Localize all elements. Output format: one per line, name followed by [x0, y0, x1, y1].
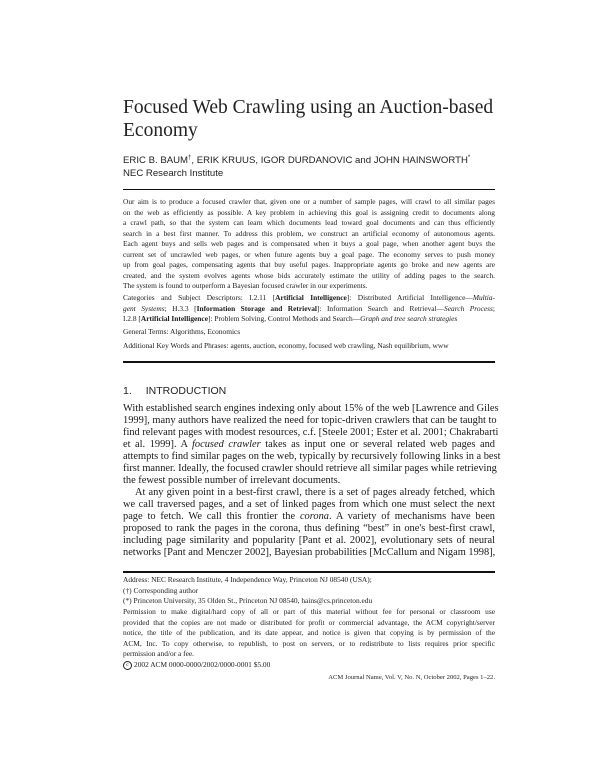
text-line: Permission to make digital/hard copy of all or part of this material without fee for personal or classroom use	[123, 607, 495, 616]
dagger-mark: †	[188, 155, 192, 161]
text-line: (†) Corresponding author	[123, 585, 199, 595]
text-line: notice, the title of the publication, and its date appear, and notice is given that copying is by permission of the	[123, 628, 495, 637]
text-segment: we call traversed pages, and a set of linked pages from which one must select the next	[123, 499, 495, 510]
copyright-icon: c	[123, 661, 132, 670]
intro-paragraph-2	[123, 487, 495, 559]
text-line: up from goal pages, compensating agents that buy useful pages. Inappropriate agents go broke and new agents are	[123, 260, 495, 269]
text-segment: ]: Problem Solving, Control Methods and Search—	[207, 314, 361, 323]
abstract-rule	[123, 361, 495, 363]
bold-text: Artificial Intelligence	[275, 293, 347, 302]
bold-text: Information Storage and Retrieval	[196, 303, 317, 313]
footnote-rule	[123, 571, 495, 573]
text-line	[123, 304, 495, 315]
text-segment: proposed to rank the pages in the corona, thus defining “best” in one's best-first crawl,	[123, 523, 495, 534]
title-line: Economy	[123, 120, 198, 141]
italic-text: gent Systems	[123, 303, 165, 313]
running-footer: ACM Journal Name, Vol. V, No. N, October 2002, Pages 1–22.	[328, 674, 495, 681]
author-first: ERIC B. BAUM	[123, 155, 189, 167]
italic-text: corona	[299, 511, 329, 522]
copyright-line	[123, 660, 495, 671]
text-segment: 1999], many authors have realized the need for topic-driven crawlers that can be taught to	[123, 415, 497, 426]
text-line: a crawl path, so that the system can learn which documents lead toward goal documents and can thus efficiently	[123, 218, 495, 227]
text-segment: . A variety of mechanisms have been	[329, 511, 496, 522]
text-segment: attempts to find similar pages on the web, typically by recursively following links in a best	[123, 451, 501, 462]
section-title: INTRODUCTION	[145, 385, 227, 397]
text-line: provided that the copies are not made or distributed for profit or commercial advantage, the ACM copyright/server	[123, 617, 495, 627]
section-number: 1.	[123, 385, 132, 397]
text-segment: With established search engines indexing only about 15% of the web [Lawrence and Giles	[123, 403, 499, 414]
general-terms-text: General Terms: Algorithms, Economics	[123, 327, 241, 336]
text-segment: et al. 1999]. A	[123, 439, 193, 450]
text-segment: networks [Pant and Menczer 2002], Bayesian probabilities [McCallum and Nigam 1998],	[123, 547, 496, 558]
text-line	[123, 415, 495, 427]
text-segment: I.2.8 [	[123, 314, 141, 323]
text-line	[123, 487, 495, 499]
categories	[123, 293, 495, 325]
keywords-text: Additional Key Words and Phrases: agents, auction, economy, focused web crawling, Nash equilibrium, www	[123, 341, 449, 350]
text-segment: Categories and Subject Descriptors: I.2.11 [	[123, 293, 276, 302]
text-segment: ]: Distributed Artificial Intelligence—	[346, 293, 473, 302]
text-line	[123, 314, 495, 325]
text-line	[123, 499, 495, 511]
text-line: on the web as efficiently as possible. A key problem in achieving this goal is assigning credit to documents along	[123, 207, 495, 217]
section-heading	[123, 385, 495, 398]
paper-title	[123, 96, 495, 142]
star-mark: *	[467, 155, 471, 161]
text-segment: first manner. Ideally, the focused crawler should retrieve all similar pages while retrieving	[123, 463, 497, 474]
text-segment: At any given point in a best-first crawl, there is a set of pages already fetched, which	[135, 487, 495, 498]
text-line: (*) Princeton University, 35 Olden St., Princeton NJ 08540, hains@cs.princeton.edu	[123, 596, 373, 605]
text-line: search in a best first manner. To address this problem, we construct an artificial economy of autonomous agents.	[123, 228, 495, 238]
text-line	[123, 293, 495, 304]
author-rest: , ERIK KRUUS, IGOR DURDANOVIC and JOHN HAINSWORTH	[191, 155, 468, 167]
footnotes	[123, 575, 495, 607]
text-line	[123, 547, 495, 559]
permission-notice	[123, 607, 495, 660]
text-segment: including page similarity and popularity [Pant et al. 2002], evolutionary sets of neural	[123, 535, 495, 546]
text-segment: ]: Information Search and Retrieval—	[316, 303, 445, 313]
text-line	[123, 403, 499, 415]
text-segment: page to fetch. We call this frontier the	[123, 511, 300, 522]
text-line: Address: NEC Research Institute, 4 Independence Way, Princeton NJ 08540 (USA);	[123, 575, 372, 584]
text-line: Each agent buys and sells web pages and is compensated when it buys a goal page, when another agent buys the	[123, 239, 495, 248]
text-line	[123, 463, 495, 475]
text-segment: ; H.3.3 [	[164, 303, 197, 313]
text-line	[123, 511, 495, 523]
italic-text: Search Process	[444, 303, 493, 313]
text-line	[123, 475, 495, 487]
text-line	[123, 427, 499, 439]
text-line: ACM, Inc. To copy otherwise, to republish, to post on servers, or to redistribute to lists requires prior specific	[123, 638, 495, 648]
italic-text: focused crawler	[192, 439, 261, 450]
text-line	[123, 439, 495, 451]
text-line	[123, 451, 501, 463]
text-line: Our aim is to produce a focused crawler that, given one or a number of sample pages, will crawl to all similar pages	[123, 197, 495, 206]
affiliation: NEC Research Institute	[123, 168, 224, 180]
italic-text: Graph and tree search strategies	[360, 314, 458, 323]
italic-text: Multia-	[472, 293, 495, 302]
text-segment: find relevant pages with modest resources, c.f. [Steele 2001; Ester et al. 2001; Chakrabarti	[123, 427, 499, 438]
author-list	[123, 152, 495, 167]
text-line: permission and/or a fee.	[123, 649, 195, 658]
text-segment: ;	[492, 303, 495, 313]
abstract	[123, 197, 495, 292]
keywords	[123, 341, 495, 352]
text-line: The system is found to outperform a Bayesian focused crawler in our experiments.	[123, 281, 368, 290]
bold-text: Artificial Intelligence	[140, 314, 208, 323]
text-line	[123, 523, 495, 535]
text-line	[123, 535, 495, 547]
text-segment: the fewest possible number of irrelevant documents.	[123, 475, 341, 486]
title-line: Focused Web Crawling using an Auction-based	[123, 97, 494, 118]
copyright-text: 2002 ACM 0000-0000/2002/0000-0001 $5.00	[134, 660, 271, 669]
text-line: current set of uncrawled web pages, or when future agents buy a goal page. The economy serves to push money	[123, 249, 495, 259]
intro-paragraph-1	[123, 403, 501, 487]
general-terms	[123, 327, 495, 338]
header-rule	[123, 189, 495, 190]
text-segment: takes as input one or several related web pages and	[260, 439, 495, 450]
text-line: created, and the system evolves agents whose bids accurately estimate the utility of adding pages to the search.	[123, 270, 495, 280]
author-block	[123, 152, 495, 180]
